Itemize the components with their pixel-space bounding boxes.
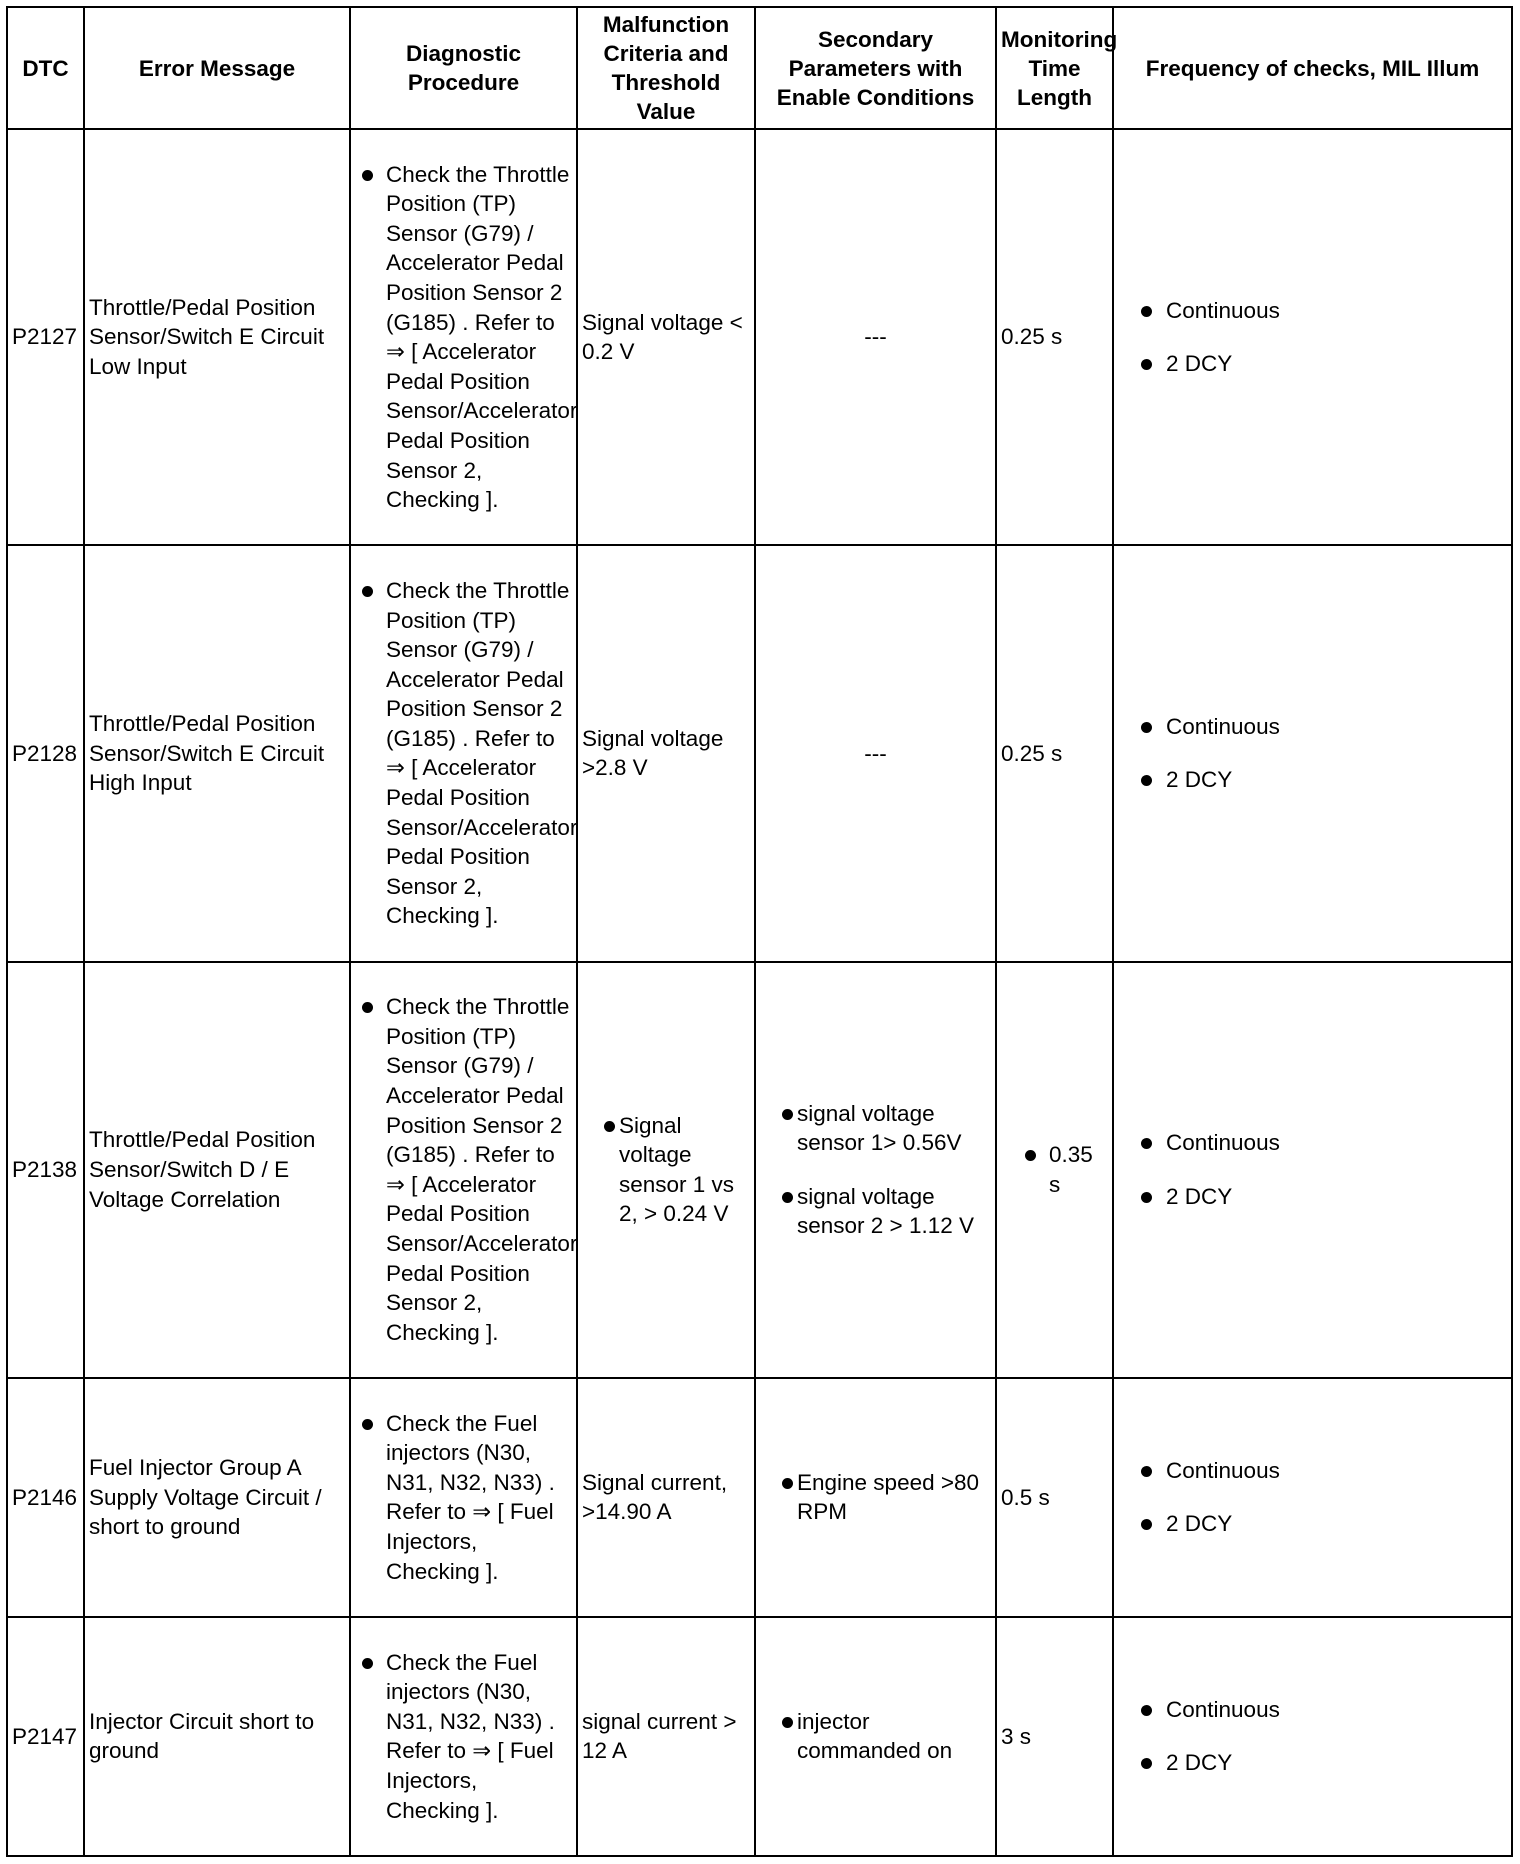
secondary-item: injector commanded on [760,1707,991,1766]
header-dtc: DTC [7,7,84,129]
frequency-item: 2 DCY [1118,1182,1507,1212]
dtc-code: P2127 [7,129,84,545]
header-monitoring-time: Monitoring Time Length [996,7,1113,129]
header-error-message: Error Message [84,7,350,129]
monitoring-time: 3 s [996,1617,1113,1856]
frequency-item: Continuous [1118,712,1507,742]
diagnostic-procedure [350,545,577,961]
malfunction-criteria: Signal voltage >2.8 V [577,545,755,961]
secondary-item: signal voltage sensor 1> 0.56V [760,1099,991,1158]
frequency-item: Continuous [1118,1456,1507,1486]
frequency-item: 2 DCY [1118,1509,1507,1539]
dtc-code: P2146 [7,1378,84,1617]
frequency [1113,1378,1512,1617]
error-message: Throttle/Pedal Position Sensor/Switch E Circuit Low Input [84,129,350,545]
frequency-item: 2 DCY [1118,1748,1507,1778]
table-row [7,962,1512,1378]
diagnostic-procedure [350,129,577,545]
frequency [1113,1617,1512,1856]
frequency-item: 2 DCY [1118,765,1507,795]
table-row [7,129,1512,545]
error-message: Throttle/Pedal Position Sensor/Switch E Circuit High Input [84,545,350,961]
dtc-code: P2147 [7,1617,84,1856]
monitoring-time: 0.25 s [996,545,1113,961]
dtc-code: P2128 [7,545,84,961]
frequency [1113,962,1512,1378]
malfunction-criteria: Signal voltage < 0.2 V [577,129,755,545]
error-message: Fuel Injector Group A Supply Voltage Circuit / short to ground [84,1378,350,1617]
frequency-item: Continuous [1118,1128,1507,1158]
malfunction-criteria [577,962,755,1378]
procedure-item: Check the Fuel injectors (N30, N31, N32, N33) . Refer to ⇒ [ Fuel Injectors, Checking ]. [355,1648,572,1826]
secondary-parameters: --- [755,129,996,545]
procedure-item: Check the Throttle Position (TP) Sensor (G79) / Accelerator Pedal Position Sensor 2 (G185) . Refer to ⇒ [ Accelerator Pedal Position Sensor/Accelerator Pedal Position Sensor 2, Checking ]. [355,576,572,931]
diagnostic-procedure [350,1617,577,1856]
malfunction-item: Signal voltage sensor 1 vs 2, > 0.24 V [582,1111,750,1229]
table-row [7,1378,1512,1617]
secondary-parameters [755,1617,996,1856]
procedure-item: Check the Throttle Position (TP) Sensor (G79) / Accelerator Pedal Position Sensor 2 (G185) . Refer to ⇒ [ Accelerator Pedal Position Sensor/Accelerator Pedal Position Sensor 2, Checking ]. [355,992,572,1347]
table-row [7,1617,1512,1856]
secondary-item: signal voltage sensor 2 > 1.12 V [760,1182,991,1241]
frequency-item: Continuous [1118,1695,1507,1725]
secondary-parameters [755,1378,996,1617]
dtc-table [6,6,1513,1857]
header-diagnostic-procedure: Diagnostic Procedure [350,7,577,129]
monitoring-time: 0.25 s [996,129,1113,545]
diagnostic-procedure [350,962,577,1378]
frequency [1113,129,1512,545]
dtc-code: P2138 [7,962,84,1378]
error-message: Throttle/Pedal Position Sensor/Switch D / E Voltage Correlation [84,962,350,1378]
frequency-item: 2 DCY [1118,349,1507,379]
diagnostic-procedure [350,1378,577,1617]
malfunction-criteria: signal current > 12 A [577,1617,755,1856]
secondary-item: Engine speed >80 RPM [760,1468,991,1527]
secondary-parameters: --- [755,545,996,961]
monitoring-item: 0.35 s [1001,1140,1108,1199]
malfunction-criteria: Signal current, >14.90 A [577,1378,755,1617]
table-row [7,545,1512,961]
monitoring-time: 0.5 s [996,1378,1113,1617]
header-row [7,7,1512,129]
procedure-item: Check the Throttle Position (TP) Sensor (G79) / Accelerator Pedal Position Sensor 2 (G185) . Refer to ⇒ [ Accelerator Pedal Position Sensor/Accelerator Pedal Position Sensor 2, Checking ]. [355,160,572,515]
procedure-item: Check the Fuel injectors (N30, N31, N32, N33) . Refer to ⇒ [ Fuel Injectors, Checking ]. [355,1409,572,1587]
secondary-parameters [755,962,996,1378]
header-frequency: Frequency of checks, MIL Illum [1113,7,1512,129]
error-message: Injector Circuit short to ground [84,1617,350,1856]
monitoring-time [996,962,1113,1378]
frequency-item: Continuous [1118,296,1507,326]
frequency [1113,545,1512,961]
header-malfunction-criteria: Malfunction Criteria and Threshold Value [577,7,755,129]
header-secondary-parameters: Secondary Parameters with Enable Conditions [755,7,996,129]
